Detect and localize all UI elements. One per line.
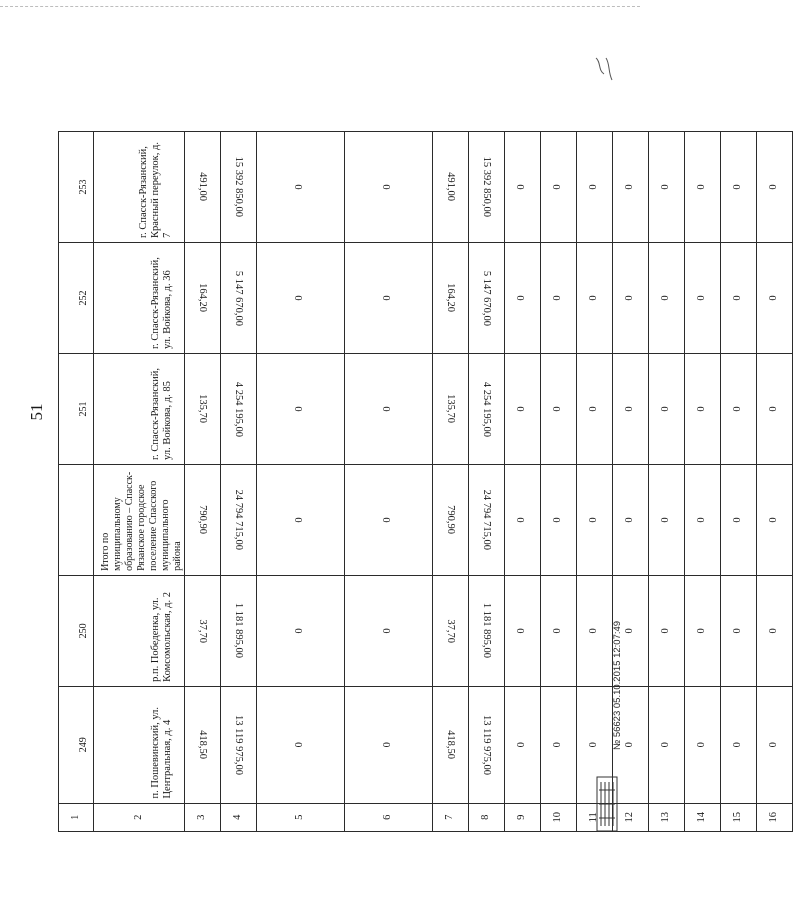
column-number: 8 xyxy=(469,803,505,831)
value-cell: 0 xyxy=(345,132,433,243)
value-cell: 0 xyxy=(685,464,721,575)
value-cell: 0 xyxy=(649,132,685,243)
total-label-cell: Итого по муниципальному образованию – Спасск-Рязанское городское поселение Спасского муниципального района xyxy=(94,464,185,575)
value-cell: 0 xyxy=(721,575,757,686)
value-cell: 0 xyxy=(345,243,433,354)
value-cell: 0 xyxy=(577,464,613,575)
value-cell: 1 181 895,00 xyxy=(221,575,257,686)
page-number: 51 xyxy=(27,403,46,421)
value-cell: 0 xyxy=(505,353,541,464)
value-cell: 0 xyxy=(257,575,345,686)
value-cell: 0 xyxy=(257,686,345,803)
table-field-1 xyxy=(59,21,94,832)
value-cell: 0 xyxy=(505,575,541,686)
value-cell: 0 xyxy=(505,132,541,243)
value-cell: 0 xyxy=(613,686,649,803)
value-cell: 0 xyxy=(685,243,721,354)
table-field-4 xyxy=(221,21,257,832)
row-number: 250 xyxy=(59,575,94,686)
value-cell: 0 xyxy=(685,353,721,464)
value-cell: 0 xyxy=(721,353,757,464)
value-cell: 0 xyxy=(685,686,721,803)
value-cell: 0 xyxy=(257,243,345,354)
row-number: 252 xyxy=(59,243,94,354)
value-cell: 0 xyxy=(577,686,613,803)
table-field-15 xyxy=(721,21,757,832)
value-cell: 0 xyxy=(721,686,757,803)
column-number: 2 xyxy=(94,803,185,831)
value-cell: 0 xyxy=(757,686,793,803)
column-number: 16 xyxy=(757,803,793,831)
value-cell: 0 xyxy=(757,353,793,464)
value-cell: 0 xyxy=(505,686,541,803)
signature-mark xyxy=(592,52,616,88)
value-cell: 0 xyxy=(757,243,793,354)
value-cell: 0 xyxy=(345,464,433,575)
column-number: 6 xyxy=(345,803,433,831)
value-cell: 135,70 xyxy=(433,353,469,464)
value-cell: 790,90 xyxy=(185,464,221,575)
value-cell: 0 xyxy=(541,575,577,686)
value-cell: 24 794 715,00 xyxy=(469,464,505,575)
value-cell: 24 794 715,00 xyxy=(221,464,257,575)
table-field-8 xyxy=(469,21,505,832)
value-cell: 37,70 xyxy=(433,575,469,686)
value-cell: 0 xyxy=(257,132,345,243)
value-cell: 418,50 xyxy=(185,686,221,803)
value-cell: 13 119 975,00 xyxy=(221,686,257,803)
value-cell: 790,90 xyxy=(433,464,469,575)
value-cell: 0 xyxy=(541,464,577,575)
value-cell: 135,70 xyxy=(185,353,221,464)
value-cell: 37,70 xyxy=(185,575,221,686)
address-cell: г. Спасск-Рязанский, ул. Войкова, д. 85 xyxy=(94,353,185,464)
address-cell: г. Спасск-Рязанский, Красный переулок, д. 7 xyxy=(94,132,185,243)
value-cell: 0 xyxy=(757,464,793,575)
table-field-11 xyxy=(577,21,613,832)
value-cell: 0 xyxy=(757,132,793,243)
row-number: 253 xyxy=(59,132,94,243)
table-field-13 xyxy=(649,21,685,832)
table-field-3 xyxy=(185,21,221,832)
table-field-2 xyxy=(94,21,185,832)
table-field-5 xyxy=(257,21,345,832)
value-cell: 0 xyxy=(577,132,613,243)
column-number: 13 xyxy=(649,803,685,831)
value-cell: 0 xyxy=(721,464,757,575)
capital-repair-table xyxy=(58,20,793,832)
value-cell: 491,00 xyxy=(433,132,469,243)
value-cell: 0 xyxy=(649,243,685,354)
value-cell: 1 181 895,00 xyxy=(469,575,505,686)
table-field-14 xyxy=(685,21,721,832)
column-number: 5 xyxy=(257,803,345,831)
value-cell: 0 xyxy=(577,575,613,686)
value-cell: 0 xyxy=(757,575,793,686)
value-cell: 491,00 xyxy=(185,132,221,243)
address-cell: р.п. Победенка, ул. Комсомольская, д. 2 xyxy=(94,575,185,686)
address-cell: г. Спасск-Рязанский, ул. Войкова, д. 36 xyxy=(94,243,185,354)
value-cell: 0 xyxy=(613,132,649,243)
value-cell: 0 xyxy=(257,353,345,464)
value-cell: 0 xyxy=(613,353,649,464)
value-cell: 13 119 975,00 xyxy=(469,686,505,803)
value-cell: 4 254 195,00 xyxy=(221,353,257,464)
value-cell: 0 xyxy=(649,686,685,803)
column-number: 1 xyxy=(59,803,94,831)
value-cell: 5 147 670,00 xyxy=(469,243,505,354)
value-cell: 5 147 670,00 xyxy=(221,243,257,354)
value-cell: 0 xyxy=(541,132,577,243)
value-cell: 0 xyxy=(649,575,685,686)
value-cell: 0 xyxy=(613,243,649,354)
value-cell: 0 xyxy=(613,464,649,575)
column-number: 7 xyxy=(433,803,469,831)
value-cell: 418,50 xyxy=(433,686,469,803)
table-field-6 xyxy=(345,21,433,832)
value-cell: 0 xyxy=(345,686,433,803)
value-cell: 0 xyxy=(345,575,433,686)
value-cell: 15 392 850,00 xyxy=(221,132,257,243)
stamp-logo xyxy=(596,776,618,832)
value-cell: 0 xyxy=(649,464,685,575)
value-cell: 0 xyxy=(685,575,721,686)
table-field-7 xyxy=(433,21,469,832)
value-cell: 0 xyxy=(541,686,577,803)
registration-stamp: № 56623 05.10.2015 12:07:49 xyxy=(612,620,623,750)
value-cell: 164,20 xyxy=(185,243,221,354)
column-number: 11 xyxy=(577,803,613,831)
table-field-9 xyxy=(505,21,541,832)
value-cell: 0 xyxy=(649,353,685,464)
column-number: 15 xyxy=(721,803,757,831)
row-number: 249 xyxy=(59,686,94,803)
value-cell: 0 xyxy=(721,132,757,243)
value-cell: 0 xyxy=(505,243,541,354)
value-cell: 0 xyxy=(257,464,345,575)
column-number: 14 xyxy=(685,803,721,831)
value-cell: 0 xyxy=(577,353,613,464)
value-cell: 15 392 850,00 xyxy=(469,132,505,243)
scan-edge-line xyxy=(0,6,640,8)
value-cell: 0 xyxy=(721,243,757,354)
column-number: 4 xyxy=(221,803,257,831)
column-number: 12 xyxy=(613,803,649,831)
value-cell: 0 xyxy=(505,464,541,575)
value-cell: 0 xyxy=(577,243,613,354)
column-number: 9 xyxy=(505,803,541,831)
value-cell: 164,20 xyxy=(433,243,469,354)
value-cell: 0 xyxy=(541,353,577,464)
value-cell: 0 xyxy=(541,243,577,354)
value-cell: 0 xyxy=(685,132,721,243)
value-cell: 0 xyxy=(345,353,433,464)
address-cell: п. Пошевинский, ул. Центральная, д. 4 xyxy=(94,686,185,803)
column-number: 3 xyxy=(185,803,221,831)
row-number: 251 xyxy=(59,353,94,464)
row-number xyxy=(59,464,94,575)
value-cell: 0 xyxy=(613,575,649,686)
table-field-16 xyxy=(757,21,793,832)
table-field-10 xyxy=(541,21,577,832)
value-cell: 4 254 195,00 xyxy=(469,353,505,464)
column-number: 10 xyxy=(541,803,577,831)
